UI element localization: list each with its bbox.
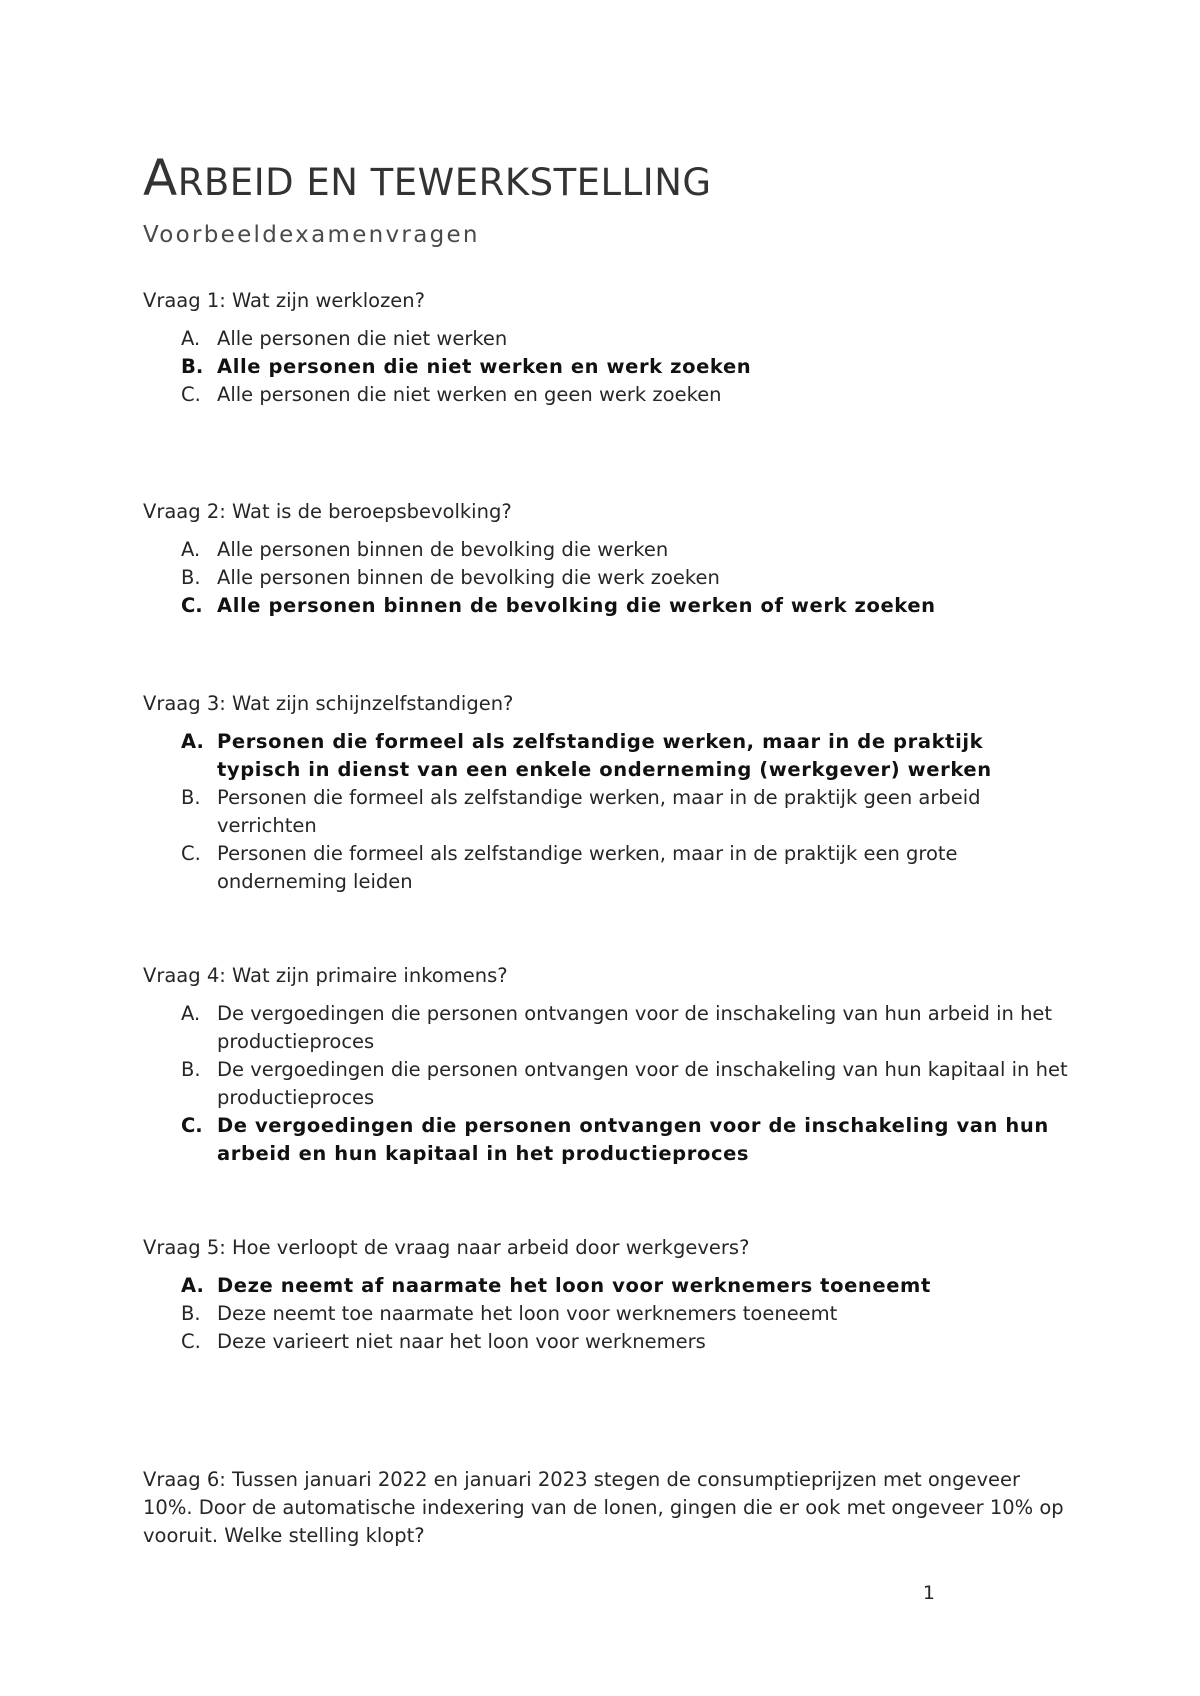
option-text: Personen die formeel als zelfstandige werken, maar in de praktijk een grote onderneming leiden	[217, 842, 958, 893]
options-list	[143, 1272, 1073, 1356]
option-b	[143, 1300, 1073, 1328]
question-5	[143, 1234, 1073, 1356]
option-text: De vergoedingen die personen ontvangen voor de inschakeling van hun kapitaal in het productieproces	[217, 1058, 1068, 1109]
option-text: Personen die formeel als zelfstandige werken, maar in de praktijk geen arbeid verrichten	[217, 786, 981, 837]
options-list	[143, 536, 1073, 620]
option-letter: B.	[181, 355, 204, 378]
option-letter: C.	[181, 1114, 203, 1137]
option-text: Alle personen die niet werken	[217, 327, 508, 350]
option-letter: C.	[181, 383, 201, 406]
option-letter: B.	[181, 786, 201, 809]
document-title	[143, 148, 712, 208]
question-text: Vraag 3: Wat zijn schijnzelfstandigen?	[143, 692, 514, 715]
option-c-correct	[143, 1112, 1073, 1168]
title-rest: RBEID EN TEWERKSTELLING	[177, 161, 712, 204]
option-text: Alle personen binnen de bevolking die werk zoeken	[217, 566, 720, 589]
option-letter: C.	[181, 842, 201, 865]
page-number: 1	[922, 1582, 935, 1604]
option-letter: C.	[181, 1330, 201, 1353]
question-3	[143, 690, 1073, 896]
option-a-correct	[143, 728, 1073, 784]
option-letter: A.	[181, 730, 204, 753]
option-c	[143, 381, 1073, 409]
option-a	[143, 325, 1073, 353]
document-subtitle: Voorbeeldexamenvragen	[143, 222, 480, 248]
option-b	[143, 564, 1073, 592]
option-letter: B.	[181, 1058, 201, 1081]
question-2	[143, 498, 1073, 620]
option-letter: A.	[181, 327, 201, 350]
option-text: Alle personen die niet werken en geen werk zoeken	[217, 383, 722, 406]
options-list	[143, 325, 1073, 409]
option-text: Alle personen binnen de bevolking die werken of werk zoeken	[217, 594, 936, 617]
option-b-correct	[143, 353, 1073, 381]
option-b	[143, 784, 1073, 840]
question-text: Vraag 1: Wat zijn werklozen?	[143, 289, 426, 312]
option-a-correct	[143, 1272, 1073, 1300]
option-letter: A.	[181, 1274, 204, 1297]
option-text: De vergoedingen die personen ontvangen voor de inschakeling van hun arbeid in het productieproces	[217, 1002, 1053, 1053]
option-c	[143, 1328, 1073, 1356]
option-text: Personen die formeel als zelfstandige werken, maar in de praktijk typisch in dienst van een enkele onderneming (werkgever) werken	[217, 730, 992, 781]
question-text: Vraag 2: Wat is de beroepsbevolking?	[143, 500, 512, 523]
option-text: Deze varieert niet naar het loon voor werknemers	[217, 1330, 706, 1353]
option-text: Alle personen binnen de bevolking die werken	[217, 538, 669, 561]
option-a	[143, 1000, 1073, 1056]
option-c-correct	[143, 592, 1073, 620]
question-6	[143, 1466, 1073, 1550]
document-page	[143, 0, 1073, 1696]
question-text: Vraag 4: Wat zijn primaire inkomens?	[143, 964, 508, 987]
options-list	[143, 1000, 1073, 1168]
title-initial: A	[143, 149, 178, 207]
option-letter: C.	[181, 594, 203, 617]
question-text: Vraag 6: Tussen januari 2022 en januari 2023 stegen de consumptieprijzen met ongeveer 10%. Door de automatische indexering van de lonen, gingen die er ook met ongeveer 10% op vooruit. Welke stelling klopt?	[143, 1468, 1064, 1547]
option-letter: A.	[181, 1002, 201, 1025]
option-text: Deze neemt af naarmate het loon voor werknemers toeneemt	[217, 1274, 931, 1297]
option-text: Deze neemt toe naarmate het loon voor werknemers toeneemt	[217, 1302, 838, 1325]
question-1	[143, 287, 1073, 409]
question-text: Vraag 5: Hoe verloopt de vraag naar arbeid door werkgevers?	[143, 1236, 750, 1259]
option-letter: A.	[181, 538, 201, 561]
option-text: Alle personen die niet werken en werk zoeken	[217, 355, 752, 378]
option-b	[143, 1056, 1073, 1112]
option-letter: B.	[181, 566, 201, 589]
question-4	[143, 962, 1073, 1168]
option-text: De vergoedingen die personen ontvangen voor de inschakeling van hun arbeid en hun kapitaal in het productieproces	[217, 1114, 1049, 1165]
options-list	[143, 728, 1073, 896]
option-a	[143, 536, 1073, 564]
option-letter: B.	[181, 1302, 201, 1325]
option-c	[143, 840, 1073, 896]
